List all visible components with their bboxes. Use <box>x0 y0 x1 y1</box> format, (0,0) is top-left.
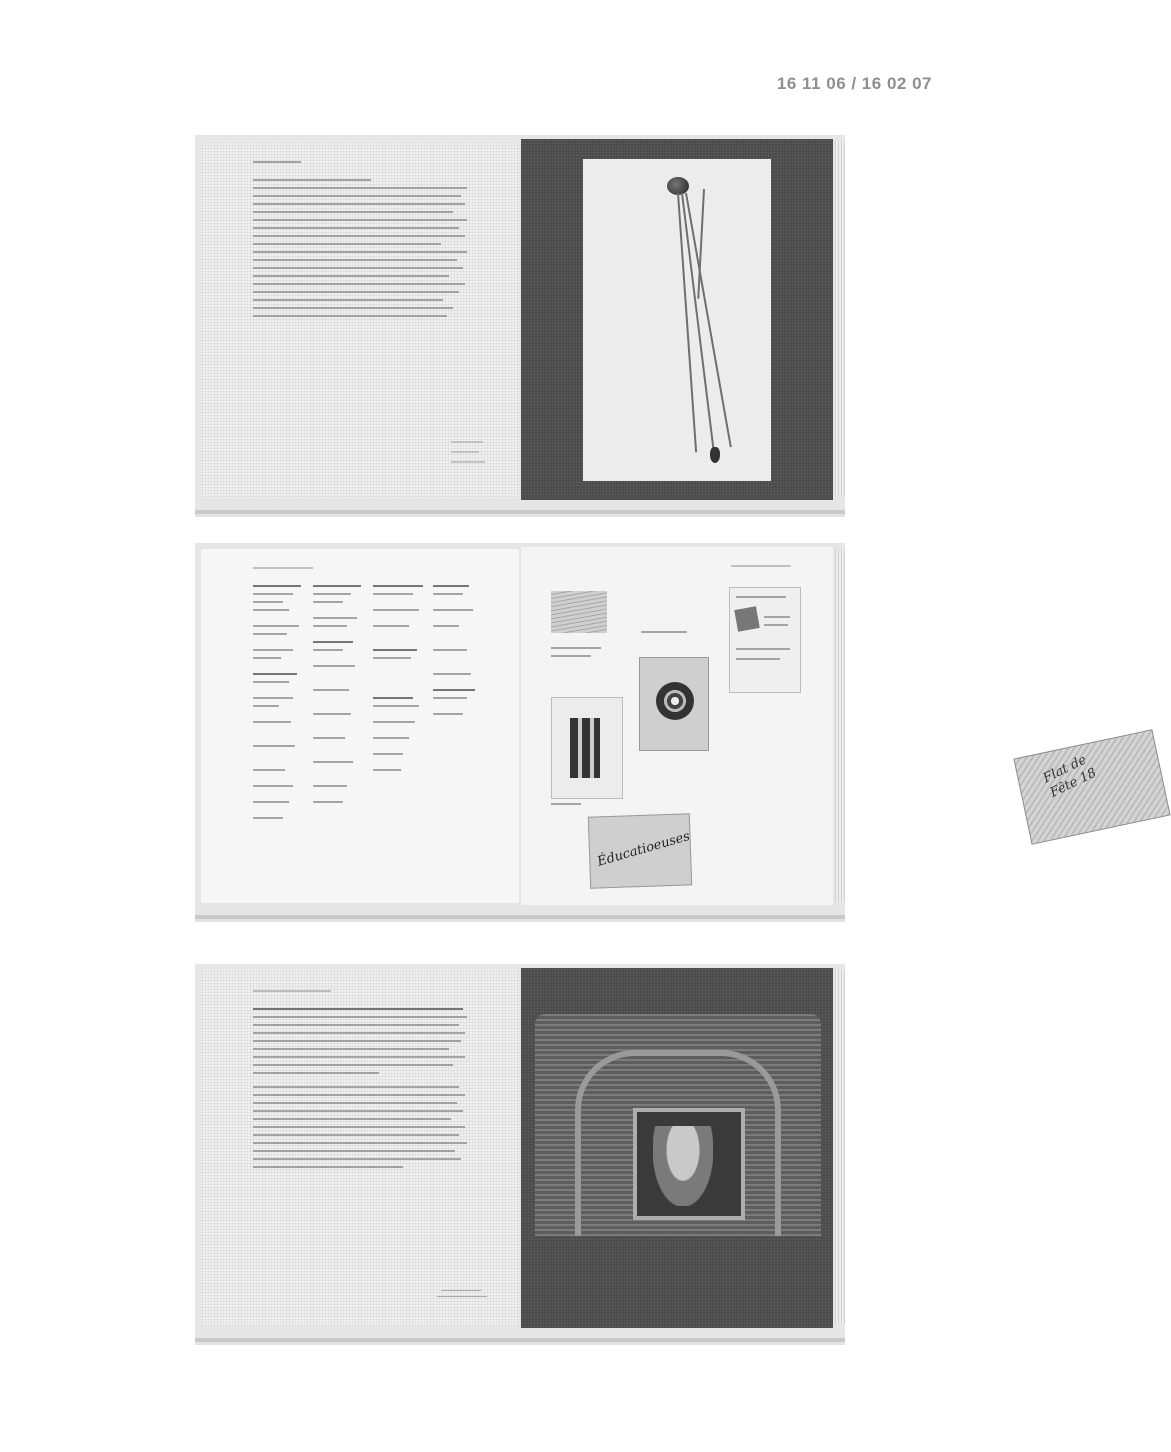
box-image <box>551 697 623 799</box>
text-page <box>201 141 519 498</box>
ornate-frame-photo <box>535 1014 821 1236</box>
book-spread-2 <box>195 543 1099 915</box>
ticket <box>588 813 692 889</box>
tassel-photo <box>583 159 771 481</box>
tassel-end <box>710 447 720 463</box>
clipping-image <box>551 591 607 633</box>
photo-page <box>521 968 833 1328</box>
essay-page <box>201 970 519 1326</box>
index-page <box>201 549 519 903</box>
booklet-cover <box>729 587 801 693</box>
book-spread-3 <box>195 964 845 1338</box>
photo-page <box>521 139 833 500</box>
stamp-card <box>639 657 709 751</box>
folded-card <box>1013 729 1170 845</box>
ticket-text: Éducatioeuses <box>595 828 692 870</box>
book-spread-1 <box>195 135 845 510</box>
date-range: 16 11 06 / 16 02 07 <box>776 74 932 93</box>
page-heading-mark <box>253 161 301 163</box>
folded-card-text: Flat de Fête 18 <box>1040 752 1099 801</box>
